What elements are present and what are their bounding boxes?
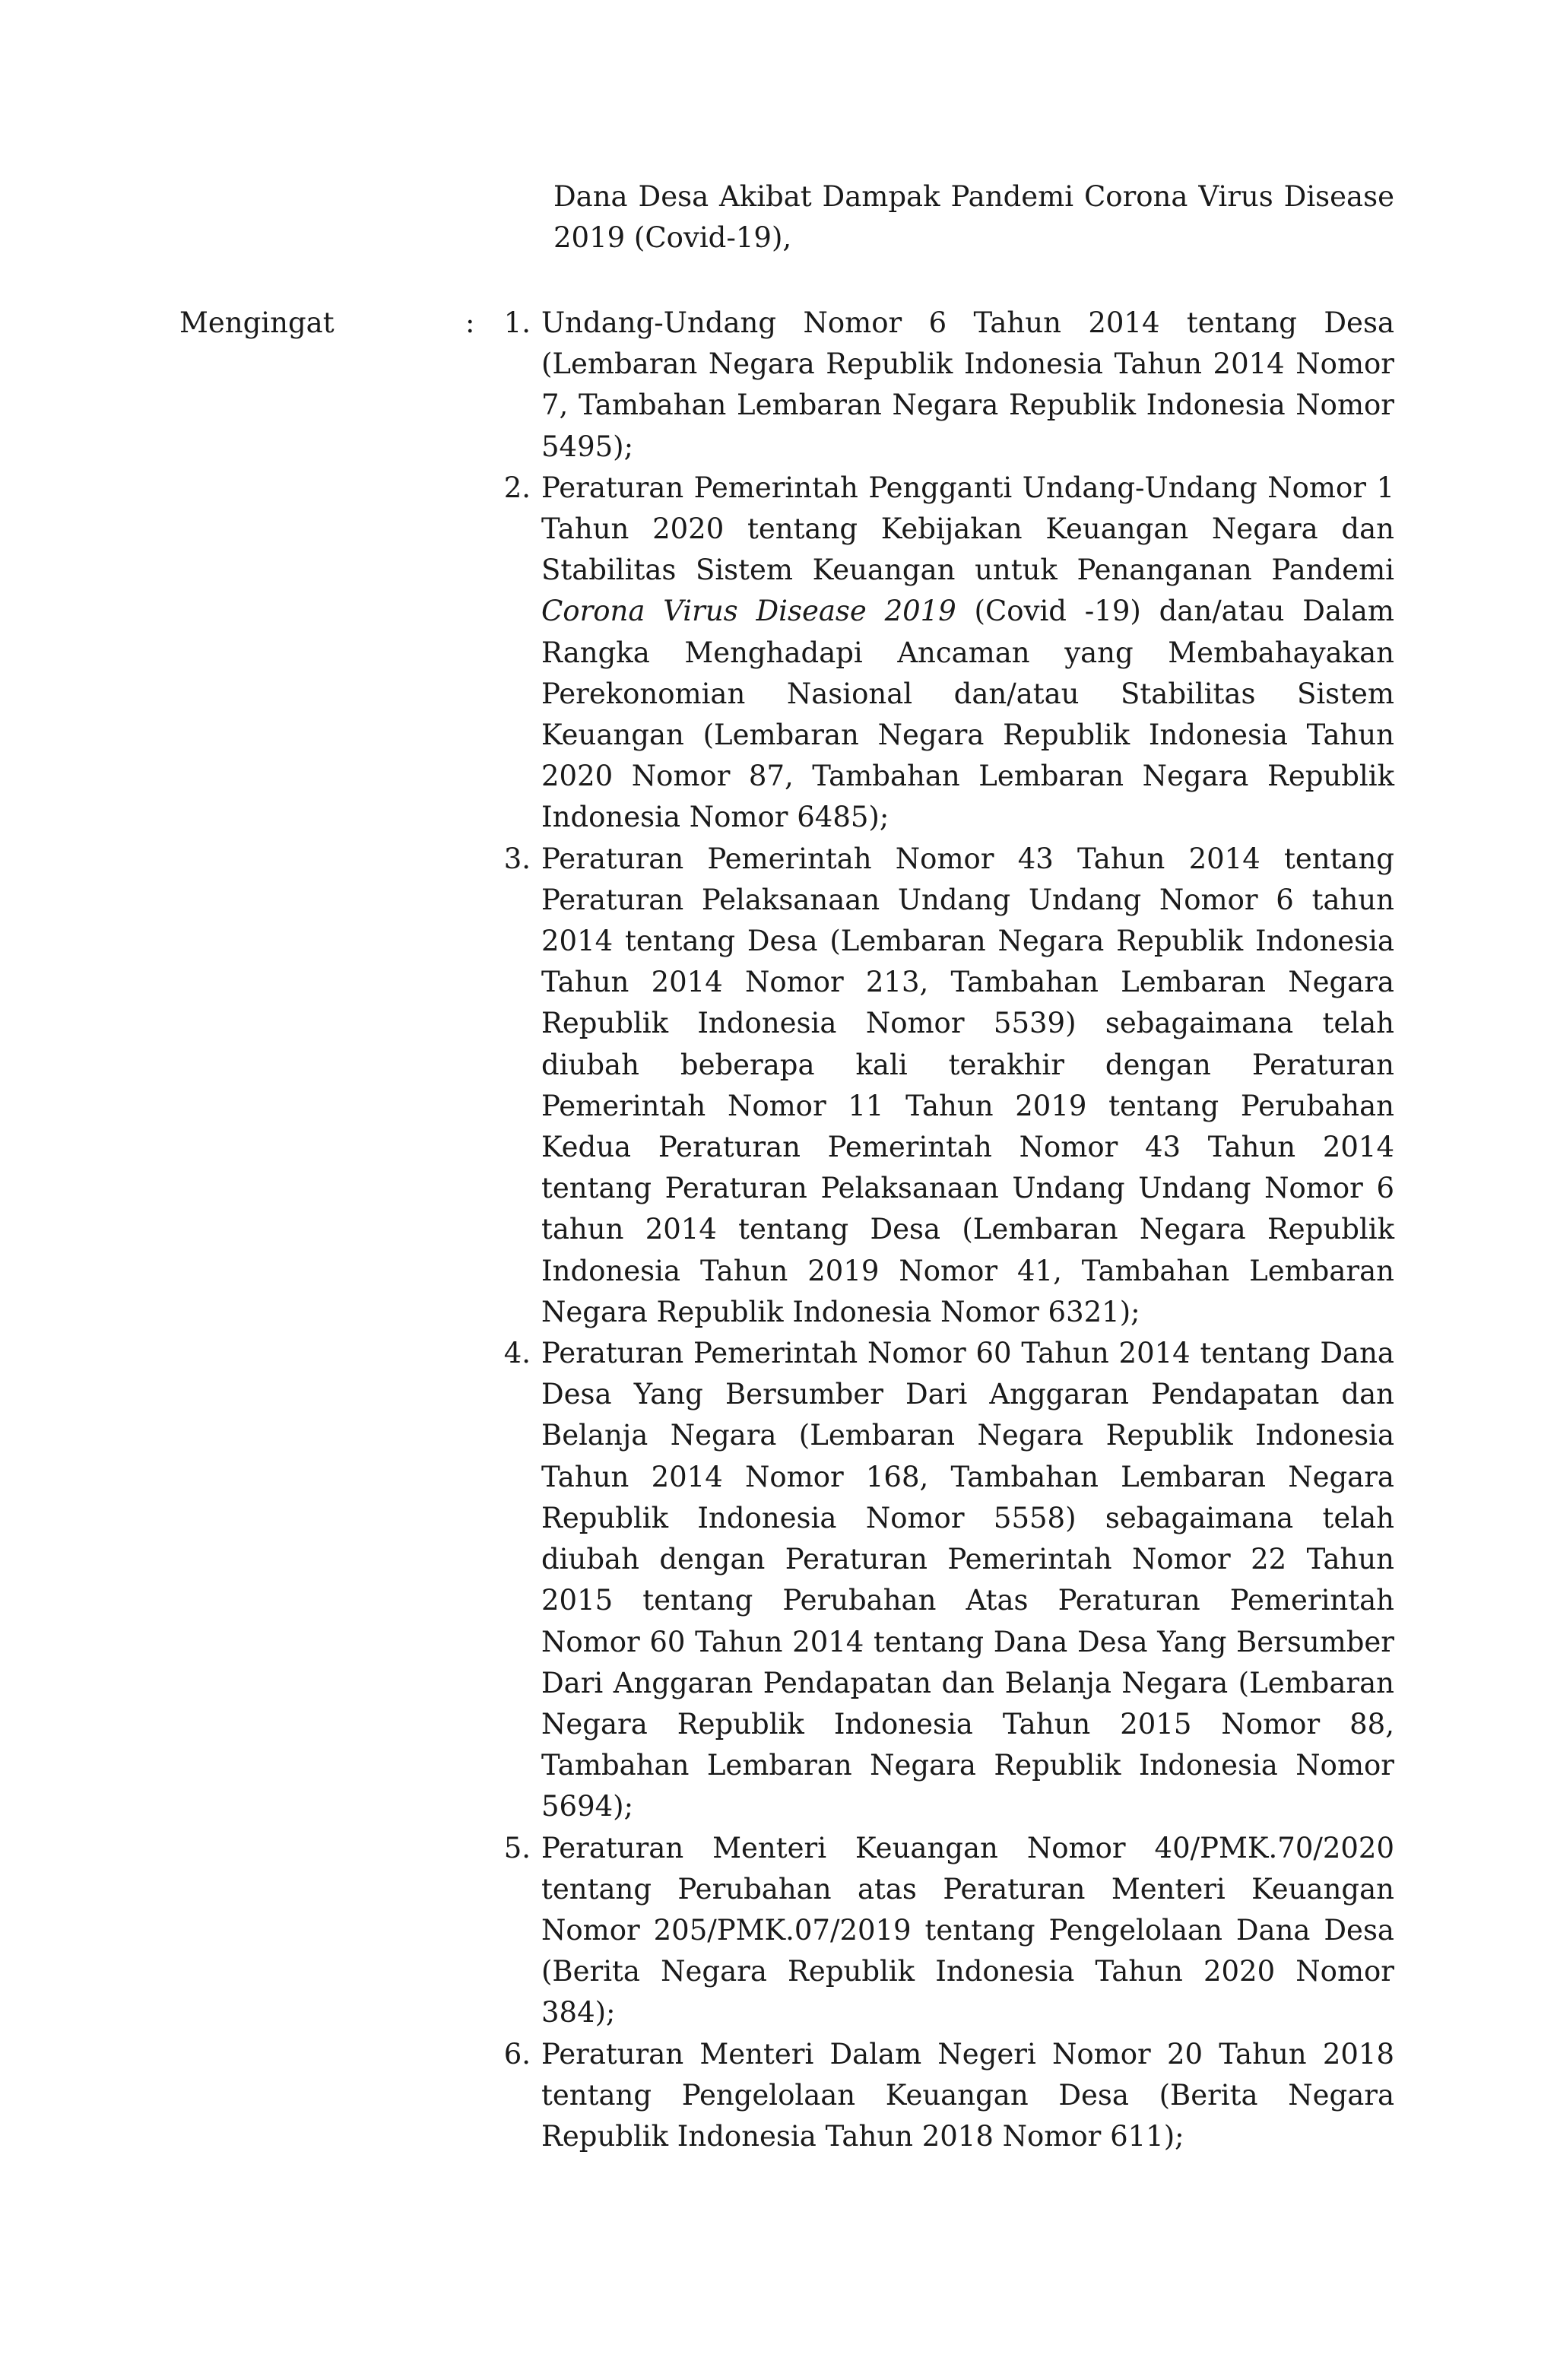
item-number: 6.: [503, 2037, 531, 2071]
item-number: 2.: [503, 471, 531, 504]
item-text: Peraturan Pemerintah Nomor 43 Tahun 2014 tentang Peraturan Pelaksanaan Undang Undang Nomor 6 tahun 2014 tentang Desa (Lembaran Negara Republik Indonesia Tahun 2014 Nomor 213, Tambahan Lembaran Negara Republik Indonesia Nomor 5539) sebagaimana telah diubah beberapa kali terakhir dengan Peraturan Pemerintah Nomor 11 Tahun 2019 tentang Perubahan Kedua Peraturan Pemerintah Nomor 43 Tahun 2014 tentang Peraturan Pelaksanaan Undang Undang Nomor 6 tahun 2014 tentang Desa (Lembaran Negara Republik Indonesia Tahun 2019 Nomor 41, Tambahan Lembaran Negara Republik Indonesia Nomor 6321);: [541, 842, 1394, 1328]
item-text: [541, 468, 1394, 839]
continuation-text: Dana Desa Akibat Dampak Pandemi Corona Virus Disease 2019 (Covid-19),: [553, 180, 1394, 254]
list-item: [487, 303, 1394, 468]
item-number: 3.: [503, 842, 531, 875]
item-text: Peraturan Pemerintah Nomor 60 Tahun 2014 tentang Dana Desa Yang Bersumber Dari Anggaran Pendapatan dan Belanja Negara (Lembaran Negara Republik Indonesia Tahun 2014 Nomor 168, Tambahan Lembaran Negara Republik Indonesia Nomor 5558) sebagaimana telah diubah dengan Peraturan Pemerintah Nomor 22 Tahun 2015 tentang Perubahan Atas Peraturan Pemerintah Nomor 60 Tahun 2014 tentang Dana Desa Yang Bersumber Dari Anggaran Pendapatan dan Belanja Negara (Lembaran Negara Republik Indonesia Tahun 2015 Nomor 88, Tambahan Lembaran Negara Republik Indonesia Nomor 5694);: [541, 1337, 1394, 1823]
list-item: [487, 1828, 1394, 2034]
list-item: [487, 2034, 1394, 2158]
item-text: Undang-Undang Nomor 6 Tahun 2014 tentang Desa (Lembaran Negara Republik Indonesia Tahun 2014 Nomor 7, Tambahan Lembaran Negara Republik Indonesia Nomor 5495);: [541, 306, 1394, 463]
list-item: [487, 839, 1394, 1333]
item-text-part: Peraturan Pemerintah Pengganti Undang-Undang Nomor 1 Tahun 2020 tentang Kebijakan Keuangan Negara dan Stabilitas Sistem Keuangan untuk Penanganan Pandemi: [541, 471, 1394, 587]
list-item: [487, 468, 1394, 839]
item-number: 1.: [503, 306, 531, 339]
mengingat-list: [487, 303, 1394, 2157]
item-text-italic: Corona Virus Disease 2019: [541, 595, 956, 628]
item-number: 5.: [503, 1831, 531, 1864]
item-text-part: (Covid -19) dan/atau Dalam Rangka Menghadapi Ancaman yang Membahayakan Perekonomian Nasional dan/atau Stabilitas Sistem Keuangan (Lembaran Negara Republik Indonesia Tahun 2020 Nomor 87, Tambahan Lembaran Negara Republik Indonesia Nomor 6485);: [541, 595, 1394, 834]
list-item: [487, 1333, 1394, 1827]
mengingat-colon: :: [465, 306, 475, 339]
item-text: Peraturan Menteri Keuangan Nomor 40/PMK.70/2020 tentang Perubahan atas Peraturan Menteri Keuangan Nomor 205/PMK.07/2019 tentang Pengelolaan Dana Desa (Berita Negara Republik Indonesia Tahun 2020 Nomor 384);: [541, 1831, 1394, 2029]
mengingat-label: Mengingat: [179, 306, 335, 339]
item-text: Peraturan Menteri Dalam Negeri Nomor 20 Tahun 2018 tentang Pengelolaan Keuangan Desa (Berita Negara Republik Indonesia Tahun 2018 Nomor 611);: [541, 2037, 1394, 2153]
item-number: 4.: [503, 1337, 531, 1370]
